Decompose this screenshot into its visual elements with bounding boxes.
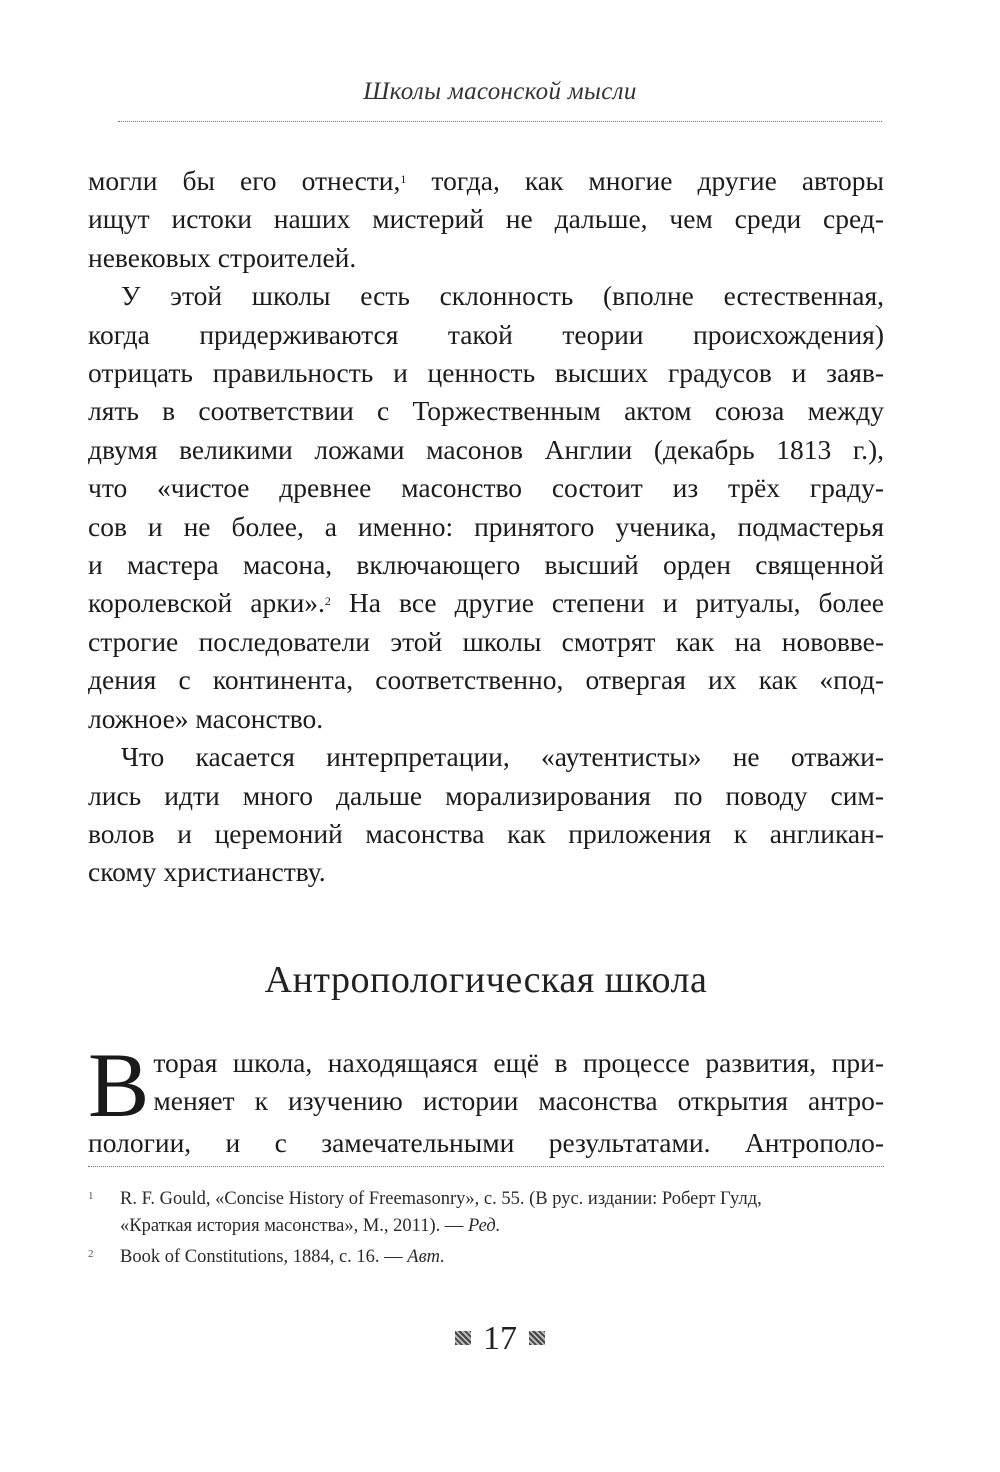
text-line: волов и церемоний масонства как приложения к англикан- [88, 817, 884, 849]
text-line: лять в соответствии с Торжественным актом союза между [88, 395, 884, 427]
footnote-line: «Краткая история масонства», М., 2011). — Ред. [120, 1216, 501, 1236]
main-text [88, 162, 884, 892]
text-line: и мастера масона, включающего высший орден священной [88, 549, 884, 581]
paragraph-2 [88, 277, 884, 738]
text-line: строгие последователи этой школы смотрят как на нововве- [88, 625, 884, 657]
footnote-ref-2[interactable]: 2 [324, 594, 331, 609]
section-text [88, 1034, 884, 1162]
text-line: когда придерживаются такой теории происхождения) [88, 318, 884, 350]
footnote-number: 2 [88, 1248, 94, 1260]
paragraph-1 [88, 162, 884, 277]
footnote-rule [88, 1166, 884, 1167]
footnote-number: 1 [88, 1190, 94, 1202]
text-line: ложное» масонство. [88, 702, 324, 734]
text-line: меняет к изучению истории масонства открытия антро- [153, 1085, 884, 1117]
ornament-square-icon [529, 1331, 545, 1345]
footnote-signature: Авт. [407, 1247, 445, 1267]
text-line: торая школа, находящаяся ещё в процессе развития, при- [153, 1047, 884, 1078]
footnote-2 [88, 1244, 884, 1271]
footnote-line: R. F. Gould, «Concise History of Freemasonry», с. 55. (В рус. издании: Роберт Гулд, [120, 1189, 762, 1209]
text-line: лись идти много дальше морализирования по поводу сим- [88, 779, 884, 811]
text-line: сов и не более, а именно: принятого ученика, подмастерья [88, 510, 884, 542]
footnote-line: Book of Constitutions, 1884, с. 16. — Авт. [120, 1247, 445, 1267]
footnotes [88, 1186, 884, 1275]
footnote-1 [88, 1186, 884, 1240]
text-line: У этой школы есть склонность (вполне естественная, [121, 280, 884, 312]
text-line: невековых строителей. [88, 241, 357, 273]
page-footer [0, 1320, 1000, 1358]
text-line: что «чистое древнее масонство состоит из трёх граду- [88, 472, 884, 504]
ornament-square-icon [455, 1331, 471, 1345]
running-head: Школы масонской мысли [363, 78, 637, 105]
footnote-ref-1[interactable]: 1 [400, 172, 407, 186]
text-line: Что касается интерпретации, «аутентисты» не отважи- [121, 741, 884, 773]
running-head-rule [118, 121, 882, 122]
text-line: скому христианству. [88, 856, 326, 888]
text-line: отрицать правильность и ценность высших градусов и заяв- [88, 357, 884, 389]
drop-cap: В [88, 1034, 150, 1136]
text-line: пологии, и с замечательными результатами. Антрополо- [88, 1127, 884, 1158]
text-line: ищут истоки наших мистерий не дальше, чем среди сред- [88, 203, 884, 235]
text-line: королевской арки».$^2$ На все другие степени и ритуалы, более [88, 587, 885, 619]
footnote-signature: Ред. [468, 1216, 501, 1236]
text-line: могли бы его отнести,$^1$ тогда, как многие другие авторы [88, 165, 884, 196]
page-number: 17 [483, 1320, 517, 1357]
section-heading: Антропологическая школа [264, 959, 708, 1001]
text-line: дения с континента, соответственно, отвергая их как «под- [88, 664, 884, 696]
text-line: двумя великими ложами масонов Англии (декабрь 1813 г.), [88, 433, 884, 465]
paragraph-3 [88, 738, 884, 892]
